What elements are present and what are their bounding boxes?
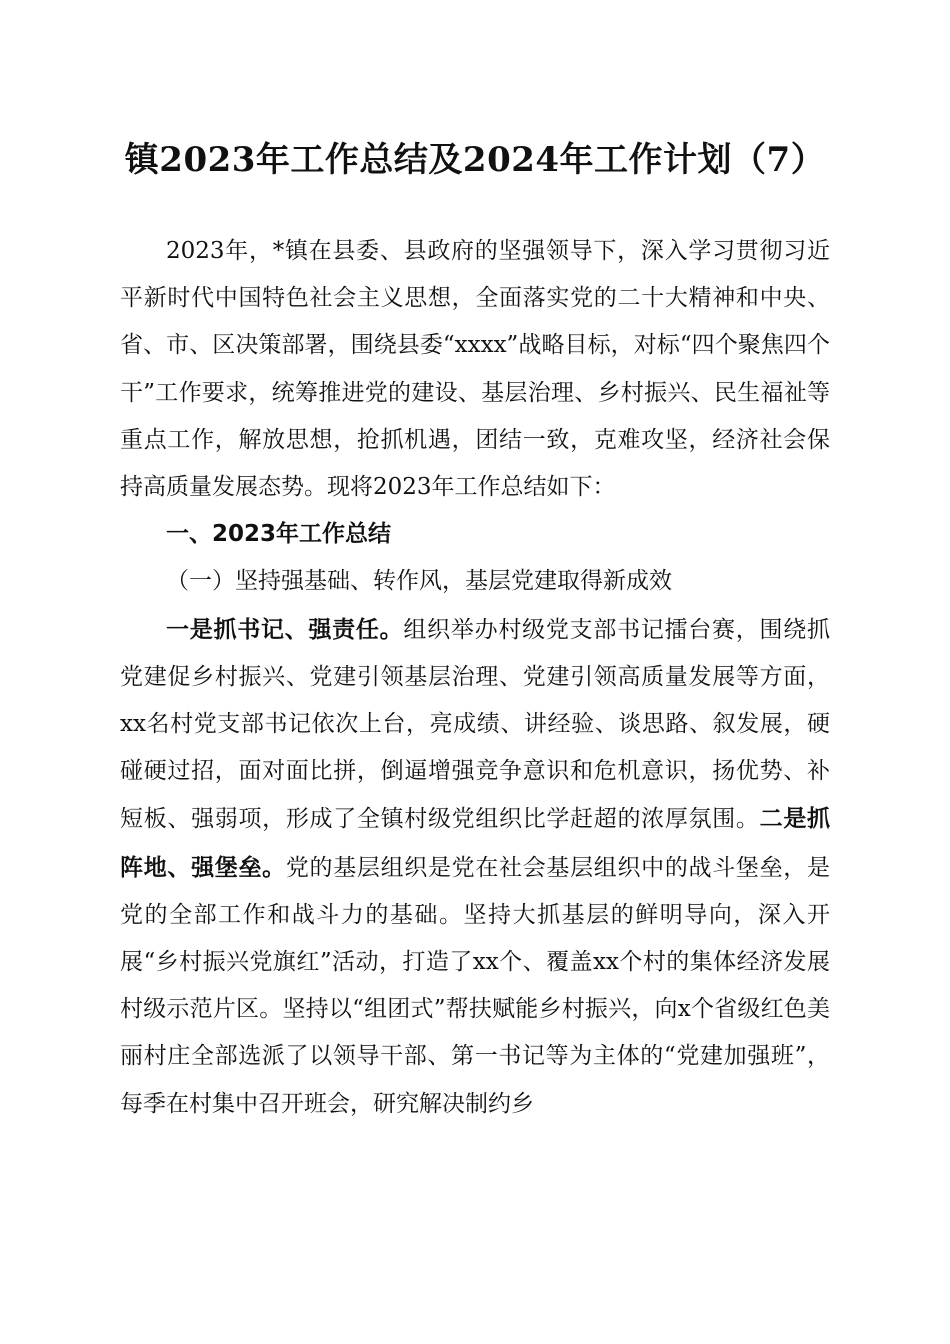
subsection-heading: （一）坚持强基础、转作风，基层党建取得新成效 bbox=[166, 568, 672, 595]
paragraph-text: 党的基层组织是党在社会基层组织中的战斗堡垒，是党的全部工作和战斗力的基础。坚持大抓基层的鲜明导向，深入开展“乡村振兴党旗红”活动，打造了xx个、覆盖xx个村的集体经济发展村级示范片区。坚持以“组团式”帮扶赋能乡村振兴，向x个省级红色美丽村庄全部选派了以领导干部、第一书记等为主体的“党建加强班”，每季在村集中召开班会，研究解决制约乡 bbox=[120, 854, 831, 1117]
paragraph-lead: 一是抓书记、强责任。 bbox=[166, 615, 404, 643]
document-title: 镇2023年工作总结及2024年工作计划（7） bbox=[124, 140, 826, 180]
paragraph-lead: 二是抓阵地、强堡垒。 bbox=[120, 805, 831, 881]
section-heading: 一、2023年工作总结 bbox=[166, 521, 392, 548]
document-body bbox=[120, 228, 830, 1128]
paragraph-text: 组织举办村级党支部书记擂台赛，围绕抓党建促乡村振兴、党建引领基层治理、党建引领高质量发展等方面，xx名村党支部书记依次上台，亮成绩、讲经验、谈思路、叙发展，硬碰硬过招，面对面比拼，倒逼增强竞争意识和危机意识，扬优势、补短板、强弱项，形成了全镇村级党组织比学赶超的浓厚氛围。 bbox=[120, 616, 831, 833]
body-paragraph bbox=[120, 606, 830, 1128]
intro-paragraph: 2023年，*镇在县委、县政府的坚强领导下，深入学习贯彻习近平新时代中国特色社会主义思想，全面落实党的二十大精神和中央、省、市、区决策部署，围绕县委“xxxx”战略目标，对标“四个聚焦四个干”工作要求，统筹推进党的建设、基层治理、乡村振兴、民生福祉等重点工作，解放思想，抢抓机遇，团结一致，克难攻坚，经济社会保持高质量发展态势。现将2023年工作总结如下： bbox=[120, 238, 830, 501]
